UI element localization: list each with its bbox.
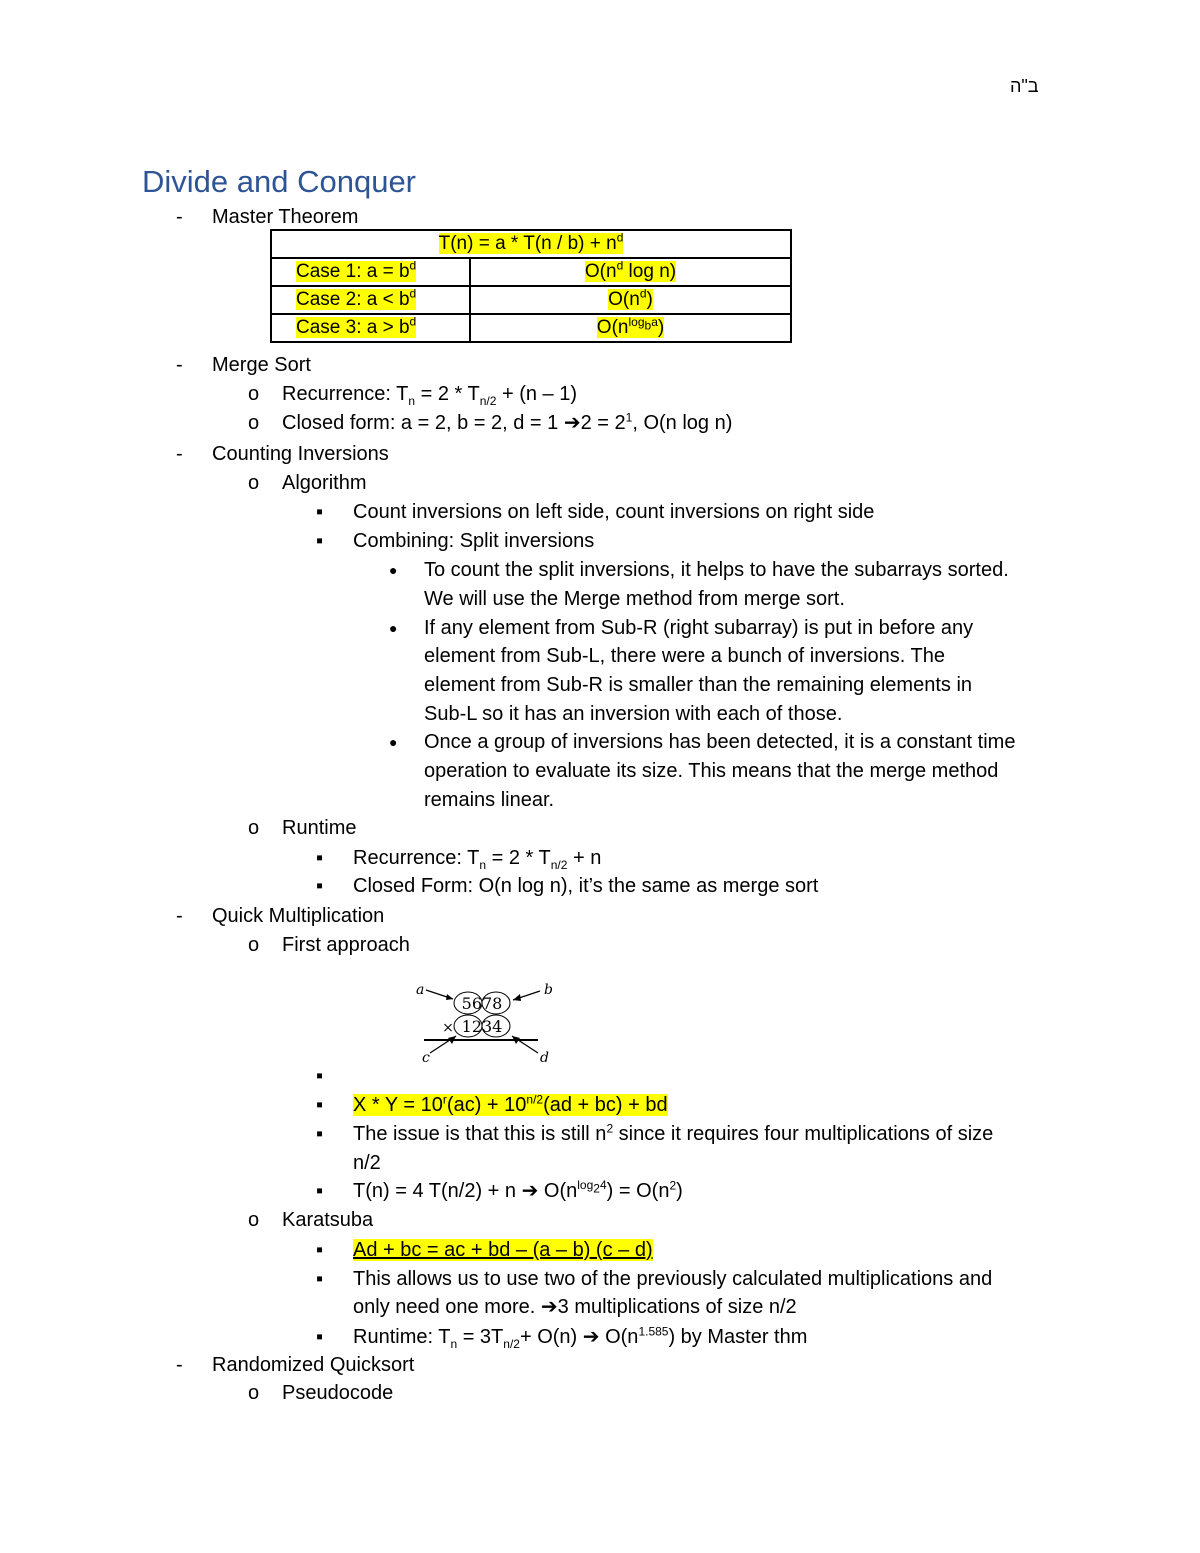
master-theorem-table — [270, 229, 792, 343]
case-3-cell: Case 3: $a > b^d$ — [271, 314, 470, 342]
split-point-line: To count the split inversions, it helps to have the subarrays sorted. — [424, 559, 1009, 581]
issue-text-cont: n/2 — [353, 1152, 381, 1174]
circle-bullet: o — [248, 817, 260, 839]
arrow-icon: ➔ — [582, 1326, 600, 1348]
square-bullet: ▪ — [316, 1239, 324, 1261]
square-bullet: ▪ — [316, 1326, 324, 1348]
square-bullet: ▪ — [316, 530, 324, 552]
arrow-icon: ➔ — [540, 1296, 558, 1318]
issue-text: The issue is that this is still $n^2$ since it requires four multiplications of size — [353, 1121, 994, 1145]
case-2-cell: Case 2: $a < b^d$ — [271, 286, 470, 314]
header-mark: ב"ה — [1010, 76, 1039, 96]
table-row — [271, 286, 791, 314]
multiplication-figure — [412, 978, 558, 1068]
karatsuba-note: This allows us to use two of the previously calculated multiplications and — [353, 1268, 993, 1290]
split-point-line: Once a group of inversions has been detected, it is a constant time — [424, 731, 1016, 753]
karatsuba-note-cont: only need one more. ➔3 multiplications of size n/2 — [353, 1296, 797, 1318]
algorithm-item: Count inversions on left side, count inversions on right side — [353, 501, 875, 523]
master-theorem-label: Master Theorem — [212, 206, 359, 228]
dot-bullet: ● — [389, 620, 398, 636]
tn-formula: T(n) = 4 T(n/2) + n ➔ $O(n^{log_24}) = O(n^2)$ — [353, 1178, 683, 1202]
circle-bullet: o — [248, 1382, 260, 1404]
circle-bullet: o — [248, 934, 260, 956]
times-sign: × — [442, 1020, 454, 1036]
arrow-icon: ➔ — [563, 412, 581, 434]
first-approach-label: First approach — [282, 934, 410, 956]
bottom-number: 1234 — [461, 1017, 503, 1036]
split-point-line: If any element from Sub-R (right subarray) is put in before any — [424, 617, 974, 639]
karatsuba-runtime: Runtime: $T_n = 3T_{n/2}+ O(n)$ ➔ $O(n^{1.585})$ by Master thm — [353, 1324, 808, 1351]
case-1-result: $O(n^d$ log n) — [470, 258, 791, 286]
split-point-line: element from Sub-L, there were a bunch of inversions. The — [424, 645, 946, 667]
merge-sort-label: Merge Sort — [212, 354, 311, 376]
page-title: Divide and Conquer — [142, 164, 417, 199]
label-c: c — [422, 1050, 430, 1066]
dash-bullet: - — [176, 206, 183, 228]
dash-bullet: - — [176, 443, 183, 465]
square-bullet: ▪ — [316, 875, 324, 897]
square-bullet: ▪ — [316, 1065, 324, 1087]
pseudocode-label: Pseudocode — [282, 1382, 394, 1404]
table-row — [271, 314, 791, 342]
square-bullet: ▪ — [316, 1268, 324, 1290]
dash-bullet: - — [176, 1354, 183, 1376]
split-point-line: operation to evaluate its size. This means that the merge method — [424, 760, 999, 782]
top-number: 5678 — [461, 994, 503, 1013]
randomized-quicksort-label: Randomized Quicksort — [212, 1354, 415, 1376]
arrowhead-b — [513, 994, 521, 1001]
square-bullet: ▪ — [316, 847, 324, 869]
dot-bullet: ● — [389, 734, 398, 750]
square-bullet: ▪ — [316, 1180, 324, 1202]
runtime-closed-form: Closed Form: O(n log n), it’s the same as merge sort — [353, 875, 819, 897]
algorithm-item: Combining: Split inversions — [353, 530, 595, 552]
case-1-cell: Case 1: $a = b^d$ — [271, 258, 470, 286]
square-bullet: ▪ — [316, 501, 324, 523]
algorithm-label: Algorithm — [282, 472, 367, 494]
table-row — [271, 258, 791, 286]
circle-bullet: o — [248, 472, 260, 494]
square-bullet: ▪ — [316, 1094, 324, 1116]
split-point-line: Sub-L so it has an inversion with each of those. — [424, 703, 843, 725]
xy-formula: $X * Y = 10^r(ac) + 10^{n/2}(ad + bc)$ + bd — [353, 1092, 668, 1116]
table-row — [271, 230, 791, 258]
circle-bullet: o — [248, 383, 260, 405]
circle-bullet: o — [248, 412, 260, 434]
merge-sort-closed-form: Closed form: a = 2, b = 2, d = 1 ➔2 = $2^1$, O(n log n) — [282, 410, 733, 434]
case-3-result: $O(n^{log_ba})$ — [470, 314, 791, 342]
arrowhead-a — [446, 994, 453, 1000]
karatsuba-formula: Ad + bc = ac + bd – (a – b) (c – d) — [353, 1239, 653, 1261]
runtime-recurrence: Recurrence: $T_n = 2 * T_{n/2} + n$ — [353, 847, 602, 872]
label-b: b — [544, 982, 553, 998]
counting-inversions-label: Counting Inversions — [212, 443, 389, 465]
label-a: a — [416, 982, 425, 998]
circle-bullet: o — [248, 1209, 260, 1231]
karatsuba-label: Karatsuba — [282, 1209, 374, 1231]
label-d: d — [540, 1050, 549, 1066]
dot-bullet: ● — [389, 562, 398, 578]
quick-multiplication-label: Quick Multiplication — [212, 905, 385, 927]
split-point-line: remains linear. — [424, 789, 555, 811]
case-2-result: $O(n^d)$ — [470, 286, 791, 314]
formula-cell: $T(n) = a * T(n / b) + n^d$ — [271, 230, 791, 258]
merge-sort-recurrence: Recurrence: $T_n = 2 * T_{n/2} + (n - 1)$ — [282, 383, 578, 408]
arrow-icon: ➔ — [521, 1180, 539, 1202]
dash-bullet: - — [176, 905, 183, 927]
dash-bullet: - — [176, 354, 183, 376]
split-point-line: We will use the Merge method from merge sort. — [424, 588, 845, 610]
split-point-line: element from Sub-R is smaller than the remaining elements in — [424, 674, 973, 696]
square-bullet: ▪ — [316, 1123, 324, 1145]
runtime-label: Runtime — [282, 817, 357, 839]
